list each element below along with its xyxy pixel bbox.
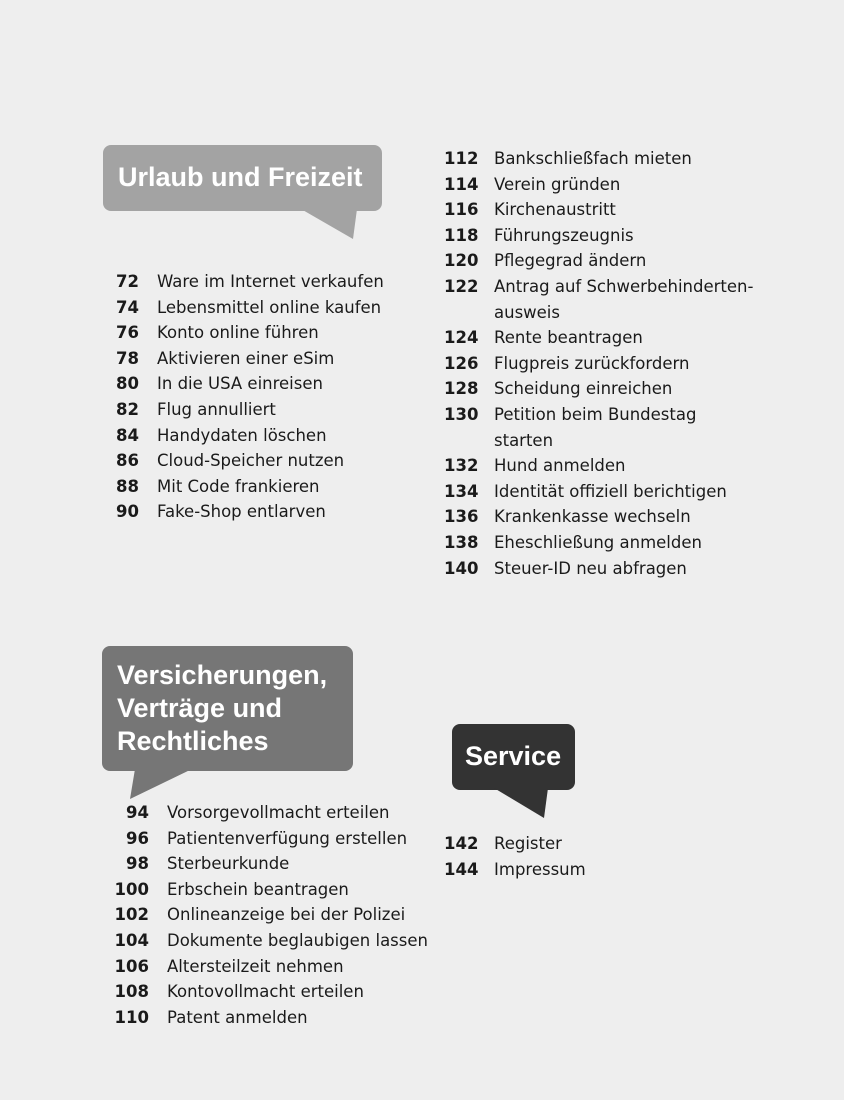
- toc-entry[interactable]: [444, 402, 784, 453]
- toc-entry[interactable]: [110, 499, 384, 525]
- toc-entry[interactable]: [444, 376, 784, 402]
- entry-title: Onlineanzeige bei der Polizei: [167, 905, 406, 925]
- toc-entry[interactable]: [444, 479, 784, 505]
- page-number: 102: [114, 905, 149, 925]
- page-number: 118: [444, 225, 479, 245]
- page-number: 76: [116, 323, 139, 343]
- toc-entry[interactable]: [444, 831, 586, 857]
- entry-title: Kontovollmacht erteilen: [167, 982, 364, 1002]
- page-number: 110: [114, 1007, 149, 1027]
- entry-title: Scheidung einreichen: [494, 379, 673, 399]
- toc-list-versicherungen: [110, 800, 428, 1030]
- page-number: 114: [444, 174, 479, 194]
- section-title: Versicherungen, Verträge und Rechtliches: [117, 660, 328, 756]
- entry-title: In die USA einreisen: [157, 374, 323, 394]
- toc-entry[interactable]: [444, 857, 586, 883]
- page-number: 74: [116, 297, 139, 317]
- toc-entry[interactable]: [444, 274, 784, 325]
- page-number: 72: [116, 272, 139, 291]
- section-title: Urlaub und Freizeit: [118, 162, 363, 192]
- page-number: 128: [444, 379, 479, 399]
- toc-entry[interactable]: [110, 423, 384, 449]
- entry-title: Konto online führen: [157, 323, 319, 343]
- page-number: 80: [116, 374, 139, 394]
- toc-entry[interactable]: [444, 197, 784, 223]
- page-number: 98: [126, 854, 149, 874]
- page-number: 84: [116, 425, 139, 445]
- page-number: 140: [444, 558, 479, 578]
- page-number: 106: [114, 956, 149, 976]
- toc-entry[interactable]: [444, 504, 784, 530]
- toc-entry[interactable]: [110, 800, 428, 826]
- entry-title: Kirchenaustritt: [494, 200, 616, 220]
- toc-entry[interactable]: [110, 397, 384, 423]
- section-title: Service: [465, 741, 562, 771]
- page-number: 104: [114, 930, 149, 950]
- toc-entry[interactable]: [110, 448, 384, 474]
- toc-entry[interactable]: [110, 877, 428, 903]
- section-heading-versicherungen: [102, 646, 353, 771]
- page-number: 86: [116, 451, 139, 471]
- page-number: 130: [444, 404, 479, 424]
- entry-title: Mit Code frankieren: [157, 476, 320, 496]
- page-number: 132: [444, 456, 479, 476]
- entry-title: Ware im Internet verkaufen: [157, 272, 384, 291]
- toc-entry[interactable]: [110, 979, 428, 1005]
- speech-bubble-tail: [130, 769, 192, 799]
- page-number: 124: [444, 328, 479, 348]
- page-number: 108: [114, 982, 149, 1002]
- toc-list-urlaub: [110, 269, 384, 525]
- entry-title: Hund anmelden: [494, 456, 626, 476]
- entry-title: Erbschein beantragen: [167, 879, 349, 899]
- page-number: 142: [444, 834, 479, 853]
- page-number: 122: [444, 276, 479, 296]
- page-number: 78: [116, 348, 139, 368]
- toc-entry[interactable]: [444, 146, 784, 172]
- entry-title: Verein gründen: [494, 174, 621, 194]
- entry-title: Cloud-Speicher nutzen: [157, 451, 345, 471]
- entry-title: Fake-Shop entlarven: [157, 502, 326, 522]
- entry-title: Flugpreis zurückfordern: [494, 353, 690, 373]
- speech-bubble-tail: [301, 209, 357, 239]
- toc-entry[interactable]: [444, 530, 784, 556]
- toc-entry[interactable]: [110, 826, 428, 852]
- toc-list-service: [444, 831, 586, 882]
- entry-title: Sterbeurkunde: [167, 854, 290, 874]
- toc-entry[interactable]: [110, 851, 428, 877]
- toc-entry[interactable]: [110, 474, 384, 500]
- entry-title: Lebensmittel online kaufen: [157, 297, 382, 317]
- page-number: 126: [444, 353, 479, 373]
- entry-title: Handydaten löschen: [157, 425, 327, 445]
- speech-bubble-tail: [494, 788, 548, 818]
- toc-list-versicherungen-continued: [444, 146, 784, 581]
- entry-title: Bankschließfach mieten: [494, 149, 692, 168]
- toc-entry[interactable]: [444, 248, 784, 274]
- section-heading-service: [452, 724, 575, 790]
- toc-entry[interactable]: [110, 954, 428, 980]
- page-number: 112: [444, 149, 479, 168]
- entry-title: Führungszeugnis: [494, 225, 634, 245]
- toc-entry[interactable]: [110, 269, 384, 295]
- entry-title: Krankenkasse wechseln: [494, 507, 691, 527]
- toc-entry[interactable]: [444, 223, 784, 249]
- page-number: 90: [116, 502, 139, 522]
- toc-entry[interactable]: [110, 902, 428, 928]
- entry-title: Steuer-ID neu abfragen: [494, 558, 687, 578]
- entry-title: Pflegegrad ändern: [494, 251, 647, 271]
- entry-title: Register: [494, 834, 562, 853]
- entry-title: Impressum: [494, 859, 586, 879]
- entry-title: Petition beim Bundestag starten: [494, 404, 697, 450]
- entry-title: Patent anmelden: [167, 1007, 308, 1027]
- page-number: 120: [444, 251, 479, 271]
- toc-entry[interactable]: [110, 346, 384, 372]
- page-number: 136: [444, 507, 479, 527]
- toc-entry[interactable]: [444, 453, 784, 479]
- entry-title: Antrag auf Schwerbehinderten- ausweis: [494, 276, 754, 322]
- page-number: 88: [116, 476, 139, 496]
- page-number: 100: [114, 879, 149, 899]
- toc-entry[interactable]: [110, 295, 384, 321]
- page-number: 144: [444, 859, 479, 879]
- entry-title: Aktivieren einer eSim: [157, 348, 335, 368]
- page-number: 138: [444, 532, 479, 552]
- toc-entry[interactable]: [444, 325, 784, 351]
- toc-entry[interactable]: [110, 1005, 428, 1031]
- page-number: 96: [126, 828, 149, 848]
- page-number: 82: [116, 399, 139, 419]
- entry-title: Vorsorgevollmacht erteilen: [167, 803, 390, 822]
- toc-entry[interactable]: [444, 556, 784, 582]
- page-number: 134: [444, 481, 479, 501]
- toc-entry[interactable]: [110, 371, 384, 397]
- entry-title: Flug annulliert: [157, 399, 276, 419]
- toc-entry[interactable]: [444, 351, 784, 377]
- toc-entry[interactable]: [110, 320, 384, 346]
- entry-title: Rente beantragen: [494, 328, 643, 348]
- page-number: 94: [126, 803, 149, 822]
- toc-entry[interactable]: [110, 928, 428, 954]
- entry-title: Identität offiziell berichtigen: [494, 481, 727, 501]
- toc-entry[interactable]: [444, 172, 784, 198]
- section-heading-urlaub: [103, 145, 382, 211]
- entry-title: Dokumente beglaubigen lassen: [167, 930, 428, 950]
- page-number: 116: [444, 200, 479, 220]
- entry-title: Altersteilzeit nehmen: [167, 956, 344, 976]
- entry-title: Patientenverfügung erstellen: [167, 828, 408, 848]
- entry-title: Eheschließung anmelden: [494, 532, 702, 552]
